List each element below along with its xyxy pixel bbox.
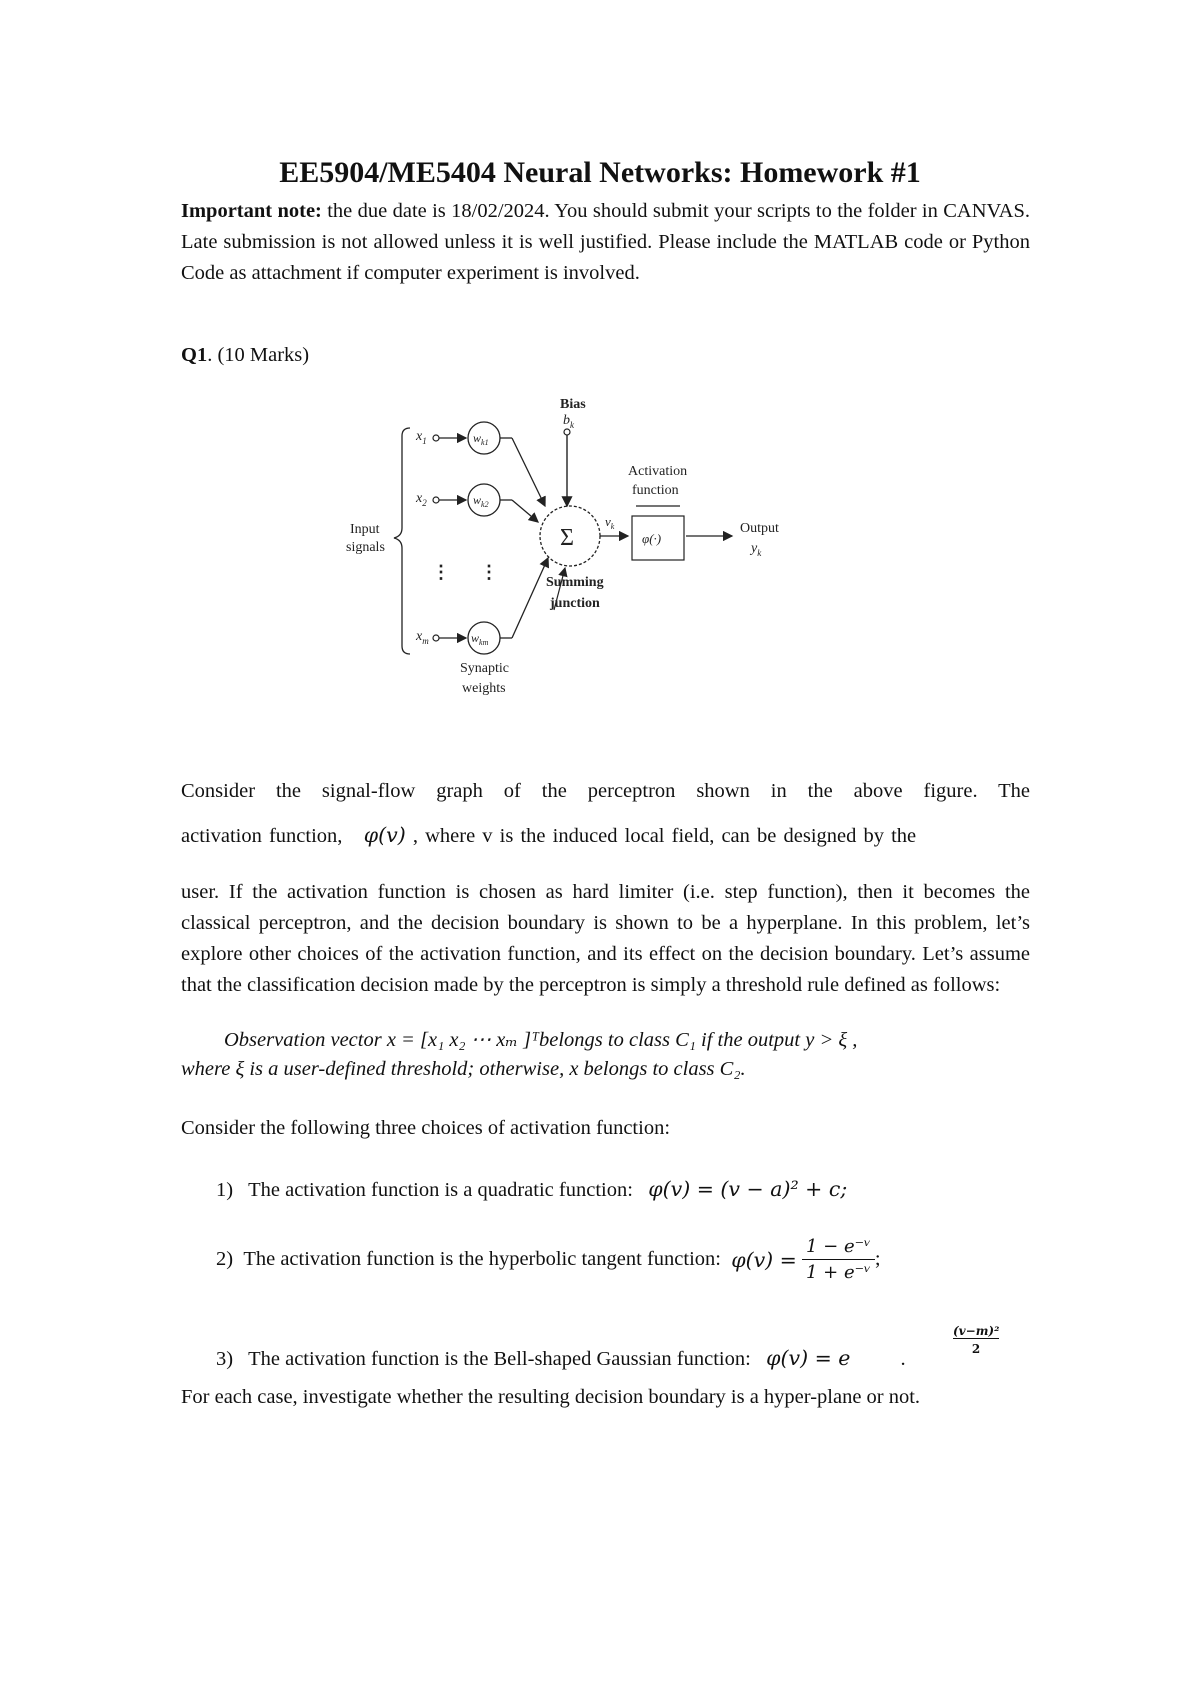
choice-1 (216, 1177, 847, 1202)
important-note-label: Important note: (181, 200, 322, 222)
choice-2-tail: ; (874, 1248, 881, 1270)
input-bracket (394, 428, 410, 654)
choice-3-formula: φ(v) = e (766, 1346, 851, 1370)
input-node-1 (433, 435, 439, 441)
threshold-rule-line-1: Observation vector x = [x₁ x₂ ⋯ xₘ ]ᵀbelongs to class C₁ if the output y > ξ , (224, 1029, 858, 1051)
output-label: Output (740, 521, 779, 536)
weight-arrow-m (512, 558, 548, 638)
activation-label-1: Activation (628, 464, 688, 479)
input-label-1: Input (350, 522, 380, 537)
bias-symbol: $b_k$ (563, 413, 574, 430)
question-label: Q1 (181, 344, 208, 366)
choice-3-tail: . (900, 1348, 906, 1370)
activation-label-2: function (632, 483, 679, 498)
page-title: EE5904/ME5404 Neural Networks: Homework #1 (279, 156, 921, 189)
input-x2: $x_2$ (416, 491, 427, 508)
activation-phi: φ(·) (642, 531, 662, 546)
important-note (181, 196, 1030, 289)
choice-3 (216, 1346, 906, 1371)
question-marks: . (10 Marks) (207, 344, 310, 366)
choice-2 (216, 1236, 881, 1283)
choice-3-exponent-denominator: 2 (971, 1342, 981, 1356)
choice-2-fraction (802, 1236, 875, 1283)
body-paragraph-3: user. If the activation function is chosen as hard limiter (i.e. step function), then it becomes the classical perceptron, and the decision boundary is shown to be a hyperplane. In this problem, let’s explore other choices of the activation function, and its effect on the decision boundary. Let’s assume that the classification decision made by the perceptron is simply a threshold rule defined as follows: (181, 881, 1030, 996)
threshold-rule-line-2: where ξ is a user-defined threshold; otherwise, x belongs to class C₂. (181, 1058, 746, 1080)
choice-2-numerator: 1 − e⁻ᵛ (802, 1236, 875, 1260)
choices-intro: Consider the following three choices of activation function: (181, 1117, 671, 1139)
question-heading (181, 340, 1030, 371)
weight-wm: $w_{km}$ (471, 631, 489, 647)
body-line-2 (181, 823, 1030, 848)
body-line-2-end: , where v is the induced local field, can be designed by the (405, 825, 917, 847)
choice-3-text: The activation function is the Bell-shaped Gaussian function: (248, 1348, 751, 1370)
weight-arrow-1 (512, 438, 545, 506)
phi-v-inline: φ(v) (363, 823, 406, 847)
choice-2-number: 2) (216, 1248, 234, 1270)
choice-2-formula-lhs: φ(v) = (731, 1247, 797, 1272)
choice-1-number: 1) (216, 1179, 234, 1201)
output-symbol: $y_k$ (751, 541, 762, 558)
summing-label-1: Summing (546, 575, 604, 590)
bias-label: Bias (560, 397, 586, 412)
perceptron-figure (346, 397, 840, 758)
weight-arrow-2 (512, 500, 538, 522)
choice-3-exponent-numerator: (v−m)² (953, 1324, 1000, 1338)
choice-1-formula: φ(v) = (v − a)² + c; (648, 1177, 848, 1201)
input-label-2: signals (346, 540, 385, 555)
choice-2-text: The activation function is the hyperbolic tangent function: (243, 1248, 721, 1270)
choice-3-number: 3) (216, 1348, 234, 1370)
weight-w2: $w_{k2}$ (473, 493, 489, 509)
weight-ellipsis: ⋮ (480, 562, 498, 582)
input-xm: $x_m$ (416, 629, 429, 646)
synaptic-label-2: weights (462, 681, 506, 696)
bias-node (564, 429, 570, 435)
important-note-text: the due date is 18/02/2024. You should submit your scripts to the folder in CANVAS. Late submission is not allowed unless it is well justified. Please include the MATLAB code or Python Code as attachment if computer experiment is involved. (181, 200, 1030, 284)
choice-1-text: The activation function is a quadratic function: (248, 1179, 633, 1201)
synaptic-label-1: Synaptic (460, 661, 509, 676)
closing-paragraph: For each case, investigate whether the resulting decision boundary is a hyper-plane or not. (181, 1386, 921, 1408)
sum-symbol: Σ (560, 525, 574, 551)
input-node-2 (433, 497, 439, 503)
summing-label-2: junction (550, 596, 600, 611)
input-x1: $x_1$ (416, 429, 427, 446)
body-line-1: Consider the signal-flow graph of the perceptron shown in the above figure. The (181, 780, 1030, 802)
input-node-m (433, 635, 439, 641)
body-line-2-start: activation function, (181, 825, 350, 847)
weight-w1: $w_{k1}$ (473, 431, 489, 447)
input-ellipsis: ⋮ (432, 562, 450, 582)
choice-2-denominator: 1 + e⁻ᵛ (805, 1262, 871, 1283)
vk-label: $v_k$ (605, 514, 615, 531)
